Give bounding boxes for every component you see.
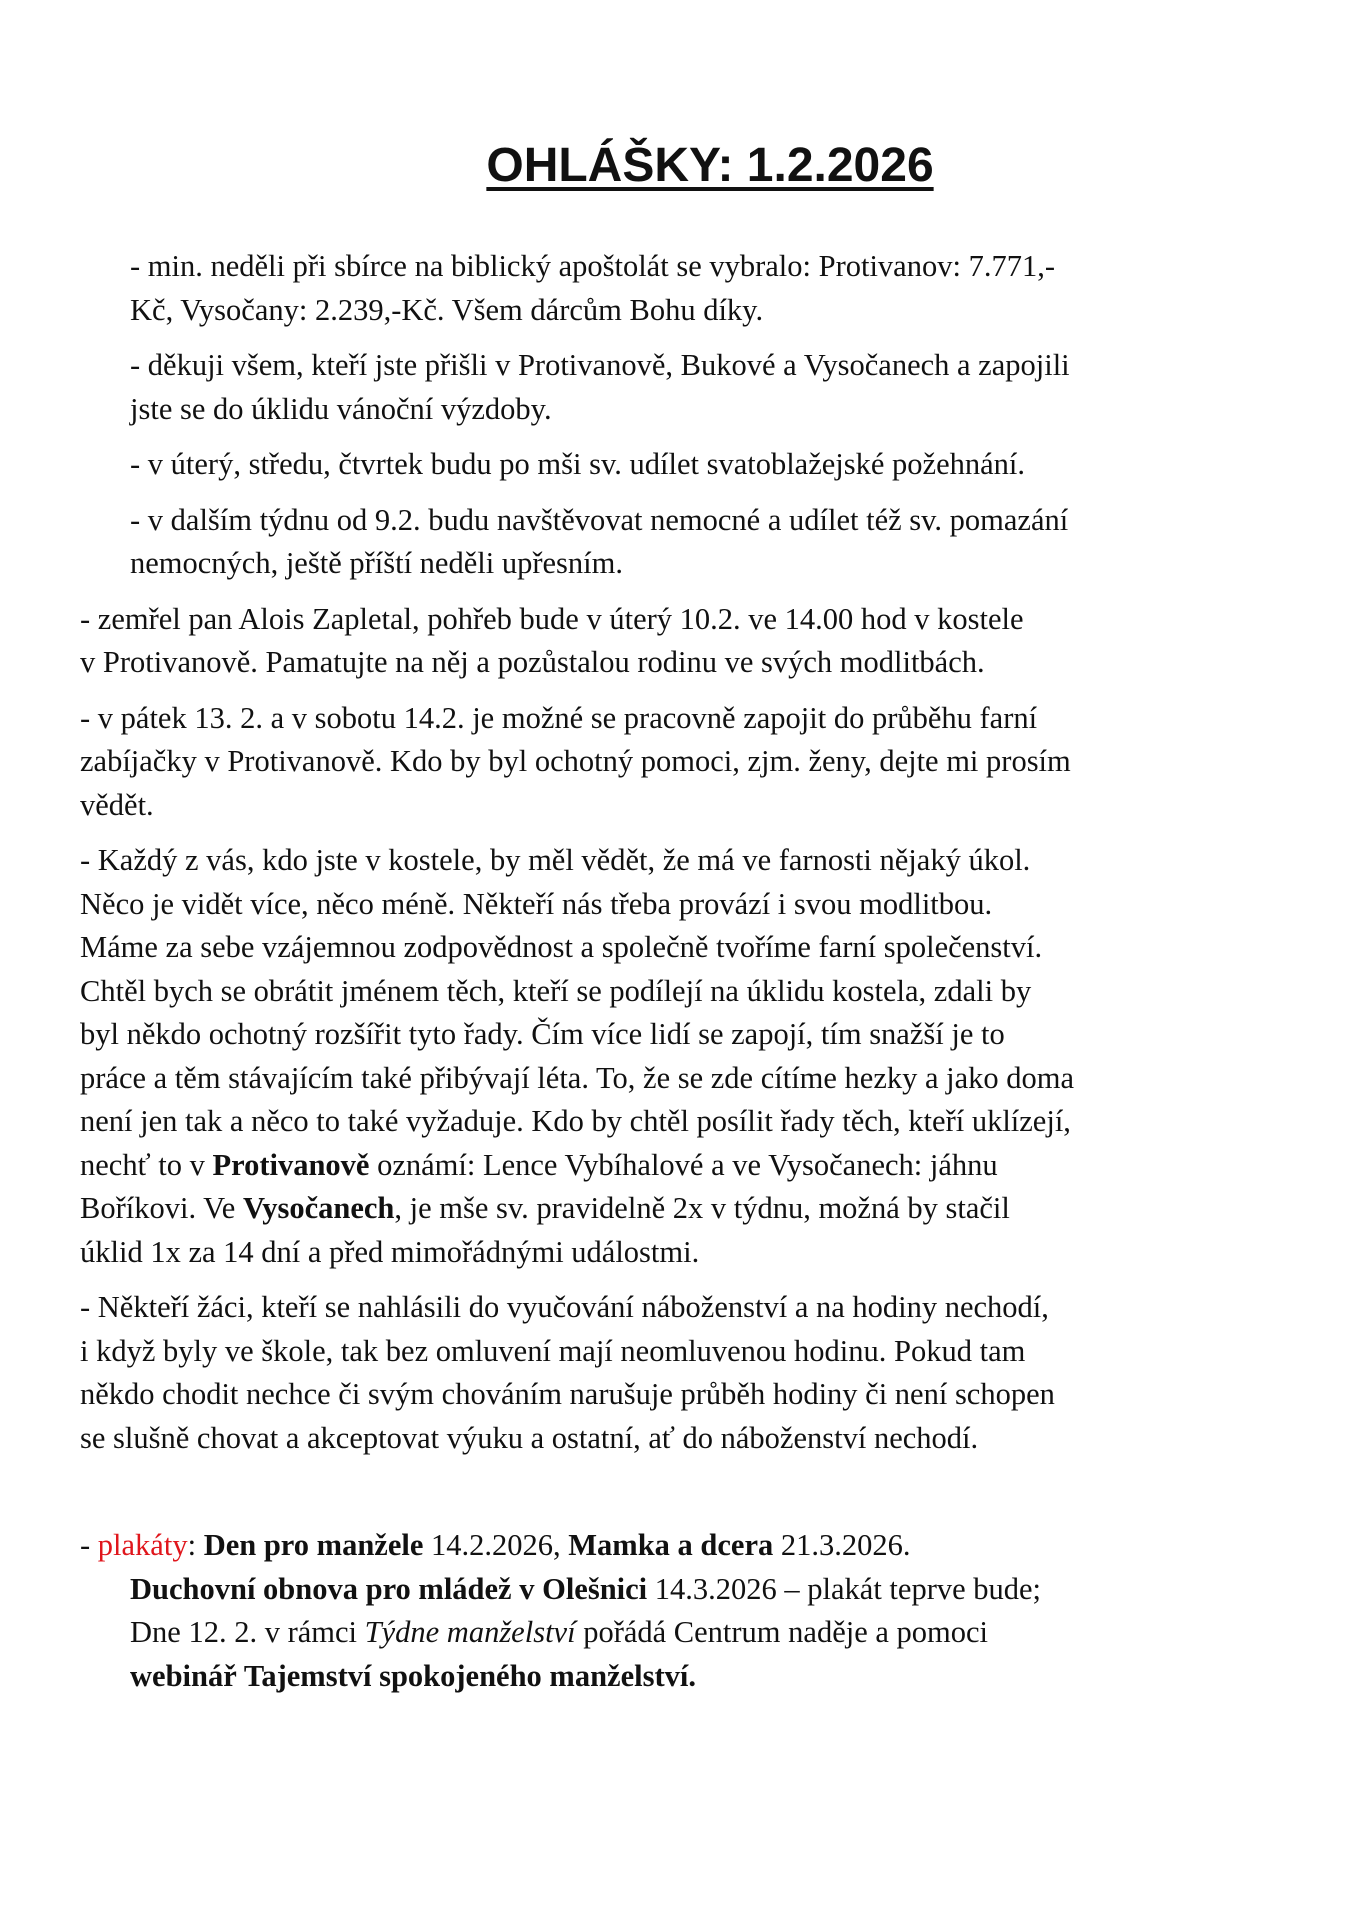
- text-line: [80, 1187, 1300, 1231]
- text-line: práce a těm stávajícím také přibývají léta. To, že se zde cítíme hezky a jako doma: [80, 1060, 1075, 1095]
- text-run: 14.2.2026,: [423, 1528, 569, 1562]
- place-protivanov-bold: Protivanově: [212, 1147, 370, 1182]
- event-den-pro-manzele: Den pro manžele: [203, 1528, 424, 1562]
- announcement-church-cleaning: [80, 839, 1300, 1274]
- posters-label: plakáty: [97, 1528, 188, 1562]
- text-line: - Každý z vás, kdo jste v kostele, by měl vědět, že má ve farnosti nějaký úkol.: [80, 843, 1031, 877]
- announcement-funeral: [80, 598, 1300, 685]
- text-run: 21.3.2026.: [773, 1528, 911, 1562]
- announcement-thanks-cleanup: [80, 344, 1300, 431]
- text-line: jste se do úklidu vánoční výzdoby.: [130, 391, 552, 426]
- text-run: oznámí: Lence Vybíhalové a ve Vysočanech: jáhnu: [369, 1147, 998, 1182]
- text-run: Dne 12. 2. v rámci: [130, 1615, 365, 1649]
- text-line: Chtěl bych se obrátit jménem těch, kteří se podílejí na úklidu kostela, zdali by: [80, 973, 1032, 1008]
- text-run: Boříkovi. Ve: [80, 1191, 243, 1225]
- tyden-manzelstvi-italic: Týdne manželství: [364, 1615, 576, 1649]
- text-line: v Protivanově. Pamatujte na něj a pozůstalou rodinu ve svých modlitbách.: [80, 645, 985, 679]
- text-line: - v pátek 13. 2. a v sobotu 14.2. je možné se pracovně zapojit do průběhu farní: [80, 700, 1038, 735]
- text-run: pořádá Centrum naděje a pomoci: [575, 1615, 989, 1649]
- text-line: - děkuji všem, kteří jste přišli v Protivanově, Bukové a Vysočanech a zapojili: [130, 348, 1070, 382]
- text-run: 14.3.2026 – plakát teprve bude;: [647, 1571, 1042, 1606]
- text-line: [80, 1144, 1300, 1188]
- text-run: -: [80, 1528, 98, 1562]
- webinar-title: webinář Tajemství spokojeného manželství.: [130, 1658, 696, 1693]
- text-line: - Někteří žáci, kteří se nahlásili do vyučování náboženství a na hodiny nechodí,: [80, 1290, 1049, 1324]
- event-mamka-a-dcera: Mamka a dcera: [568, 1528, 774, 1562]
- text-line: - v dalším týdnu od 9.2. budu navštěvovat nemocné a udílet též sv. pomazání: [130, 502, 1069, 537]
- text-run: :: [187, 1528, 204, 1562]
- text-line: Kč, Vysočany: 2.239,-Kč. Všem dárcům Bohu díky.: [130, 292, 764, 327]
- text-line: Máme za sebe vzájemnou zodpovědnost a společně tvoříme farní společenství.: [80, 930, 1043, 964]
- text-line: se slušně chovat a akceptovat výuku a ostatní, ať do náboženství nechodí.: [80, 1420, 979, 1455]
- text-line: někdo chodit nechce či svým chováním narušuje průběh hodiny či není schopen: [80, 1377, 1055, 1411]
- text-line: [80, 1611, 1300, 1655]
- announcement-religion-classes: [80, 1286, 1300, 1460]
- announcement-zabijacka: [80, 697, 1300, 828]
- announcement-blessing: [80, 443, 1300, 487]
- text-line: i když byly ve škole, tak bez omluvení mají neomluvenou hodinu. Pokud tam: [80, 1333, 1026, 1368]
- text-line: [80, 1568, 1300, 1612]
- text-line: úklid 1x za 14 dní a před mimořádnými událostmi.: [80, 1234, 700, 1269]
- announcements-body: [80, 245, 1300, 1710]
- text-line: - min. neděli při sbírce na biblický apoštolát se vybralo: Protivanov: 7.771,-: [130, 249, 1055, 283]
- text-line: - v úterý, středu, čtvrtek budu po mši sv. udílet svatoblažejské požehnání.: [130, 447, 1026, 481]
- spacer: [80, 1472, 1300, 1524]
- text-line: zabíjačky v Protivanově. Kdo by byl ochotný pomoci, zjm. ženy, dejte mi prosím: [80, 744, 1071, 778]
- event-duchovni-obnova: Duchovní obnova pro mládež v Olešnici: [130, 1571, 648, 1606]
- announcement-collection: [80, 245, 1300, 332]
- text-line: [80, 1524, 1300, 1568]
- text-run: , je mše sv. pravidelně 2x v týdnu, možná by stačil: [394, 1191, 1010, 1225]
- text-line: - zemřel pan Alois Zapletal, pohřeb bude v úterý 10.2. ve 14.00 hod v kostele: [80, 601, 1024, 636]
- text-line: nemocných, ještě příští neděli upřesním.: [130, 546, 623, 580]
- announcement-posters: [80, 1524, 1300, 1698]
- text-line: není jen tak a něco to také vyžaduje. Kdo by chtěl posílit řady těch, kteří uklízejí,: [80, 1104, 1071, 1138]
- text-line: byl někdo ochotný rozšířit tyto řady. Čím více lidí se zapojí, tím snažší je to: [80, 1017, 1005, 1051]
- text-run: nechť to v: [80, 1147, 213, 1182]
- announcement-sick-visits: [80, 499, 1300, 586]
- page-title: OHLÁŠKY: 1.2.2026: [486, 139, 934, 192]
- text-line: vědět.: [80, 787, 154, 822]
- text-line: Něco je vidět více, něco méně. Někteří nás třeba provází i svou modlitbou.: [80, 886, 993, 921]
- place-vysocany-bold: Vysočanech: [242, 1191, 395, 1225]
